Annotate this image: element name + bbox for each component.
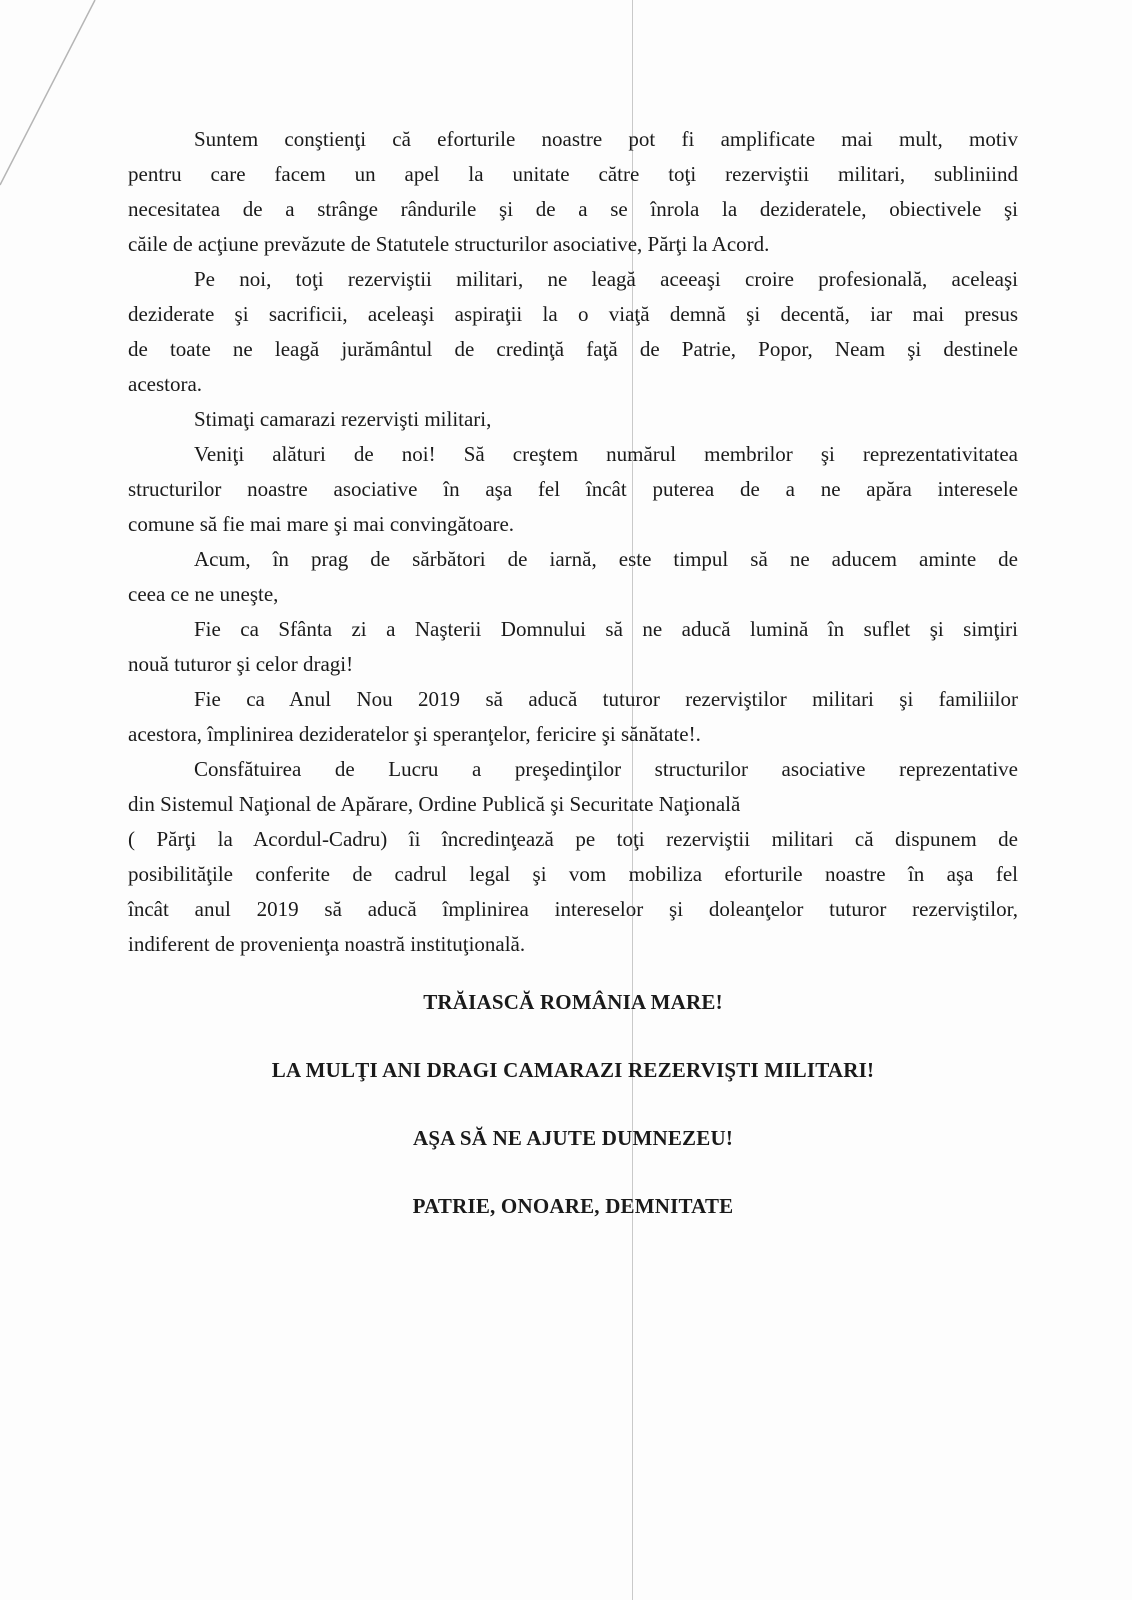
text-line: Consfătuirea de Lucru a preşedinţilor structurilor asociative reprezentative — [194, 757, 1018, 781]
text-line: pentru care facem un apel la unitate către toţi rezerviştii militari, subliniind — [128, 162, 1018, 186]
text-line: ( Părţi la Acordul-Cadru) îi încredinţează pe toţi rezerviştii militari că dispunem de — [128, 827, 1018, 851]
text-line: ceea ce ne uneşte, — [128, 582, 279, 606]
paragraph — [128, 122, 1018, 262]
text-line: Fie ca Sfânta zi a Naşterii Domnului să ne aducă lumină în suflet şi simţiri — [194, 617, 1018, 641]
text-line: comune să fie mai mare şi mai convingătoare. — [128, 512, 515, 536]
text-line: Stimaţi camarazi rezervişti militari, — [194, 407, 492, 431]
text-line: din Sistemul Naţional de Apărare, Ordine Publică şi Securitate Naţională — [128, 792, 741, 816]
closing-slogans — [128, 985, 1018, 1257]
salutation — [128, 402, 1018, 437]
text-line: posibilităţile conferite de cadrul legal şi vom mobiliza eforturile noastre în aşa fel — [128, 862, 1018, 886]
paragraph — [128, 437, 1018, 542]
text-line: Suntem conştienţi că eforturile noastre pot fi amplificate mai mult, motiv — [194, 127, 1018, 151]
text-line: de toate ne leagă jurământul de credinţă faţă de Patrie, Popor, Neam şi destinele — [128, 337, 1018, 361]
text-line: indiferent de provenienţa noastră instituţională. — [128, 932, 526, 956]
letter-body — [128, 122, 1018, 962]
closing-slogan: TRĂIASCĂ ROMÂNIA MARE! — [423, 990, 723, 1014]
text-line: Acum, în prag de sărbători de iarnă, este timpul să ne aducem aminte de — [194, 547, 1018, 571]
closing-slogan: LA MULŢI ANI DRAGI CAMARAZI REZERVIŞTI MILITARI! — [271, 1058, 875, 1082]
paragraph — [128, 752, 1018, 962]
text-line: acestora. — [128, 372, 203, 396]
text-line: Pe noi, toţi rezerviştii militari, ne leagă aceeaşi croire profesională, aceleaşi — [194, 267, 1018, 291]
text-line: deziderate şi sacrificii, aceleaşi aspiraţii la o viaţă demnă şi decentă, iar mai presus — [128, 302, 1018, 326]
text-line: structurilor noastre asociative în aşa fel încât puterea de a ne apăra interesele — [128, 477, 1018, 501]
paragraph — [128, 612, 1018, 682]
text-line: încât anul 2019 să aducă împlinirea intereselor şi doleanţelor tuturor rezerviştilor, — [128, 897, 1018, 921]
text-line: nouă tuturor şi celor dragi! — [128, 652, 354, 676]
paragraph — [128, 262, 1018, 402]
text-line: Fie ca Anul Nou 2019 să aducă tuturor rezerviştilor militari şi familiilor — [194, 687, 1018, 711]
paragraph — [128, 542, 1018, 612]
text-line: necesitatea de a strânge rândurile şi de a se înrola la dezideratele, obiectivele şi — [128, 197, 1018, 221]
scan-edge-mark — [0, 0, 120, 200]
text-line: căile de acţiune prevăzute de Statutele structurilor asociative, Părţi la Acord. — [128, 232, 770, 256]
text-line: Veniţi alături de noi! Să creştem numărul membrilor şi reprezentativitatea — [194, 442, 1018, 466]
text-line: acestora, împlinirea dezideratelor şi speranţelor, fericire şi sănătate!. — [128, 722, 701, 746]
closing-slogan: PATRIE, ONOARE, DEMNITATE — [412, 1194, 734, 1218]
paragraph — [128, 682, 1018, 752]
closing-slogan: AŞA SĂ NE AJUTE DUMNEZEU! — [412, 1126, 734, 1150]
